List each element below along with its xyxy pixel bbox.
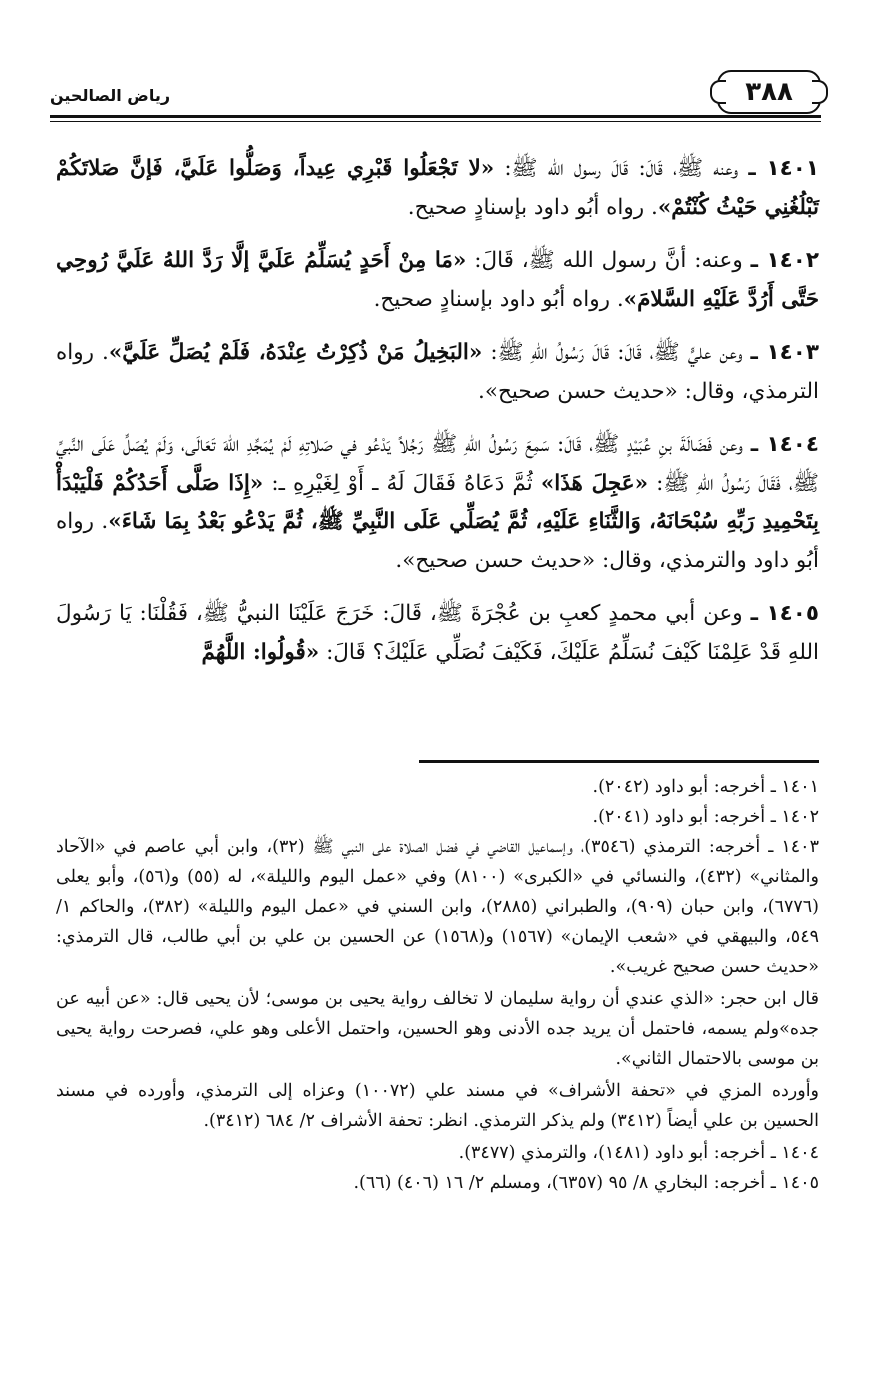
hadith-quote: «البَخِيلُ مَنْ ذُكِرْتُ عِنْدَهُ، فَلَمْ يُصَلِّ عَلَيَّ» [108,340,483,365]
hadith-intro: وعن فَضَالَةَ بنِ عُبَيْدٍ ﷺ، قَالَ: سَمِعَ رَسُولُ اللهِ ﷺ رَجُلاً يَدْعُو في صَلاتِهِ لَمْ يُمَجِّدِ اللهَ تَعَالَى، وَلَمْ يُصَلِّ عَلَى النَّبيِّ ﷺ، فَقَالَ رَسُولُ اللهِ ﷺ: [56,432,819,496]
book-title: رياض الصالحين [50,86,171,105]
footnote-1405: ١٤٠٥ ـ أخرجه: البخاري ٨/ ٩٥ (٦٣٥٧)، ومسلم ٢/ ١٦ (٤٠٦) (٦٦). [353,1173,819,1193]
footnote-1403: ١٤٠٣ ـ أخرجه: الترمذي (٣٥٤٦)، وإسماعيل القاضي في فضل الصلاة على النبي ﷺ (٣٢)، وابن أبي عاصم في «الآحاد والمثاني» (٤٣٢)، والنسائي في «الكبرى» (٨١٠٠) وفي «عمل اليوم والليلة»، له (٥٥) و(٥٦)، وأبو يعلى (٦٧٧٦)، وابن حبان (٩٠٩)، والطبراني (٢٨٨٥)، وابن السني في «عمل اليوم والليلة» (٣٨٢)، والحاكم ١/ ٥٤٩، والبيهقي في «شعب الإيمان» (١٥٦٧) و(١٥٦٨) عن الحسين بن علي بن أبي طالب، قال الترمذي: «حديث حسن صحيح غريب». [56,837,819,977]
hadith-intro: وعنه: أنَّ رسول الله ﷺ، قَالَ: [474,248,743,273]
hadith-intro: وعن عليٍّ ﷺ، قَالَ: قَالَ رَسُولُ اللهِ ﷺ: [490,340,743,365]
page-number: ٣٨٨ [717,70,821,114]
hadith-1403 [56,334,819,411]
hadith-number: ١٤٠٣ ـ [750,340,820,365]
footnote-1402: ١٤٠٢ ـ أخرجه: أبو داود (٢٠٤١). [592,807,819,827]
main-text [56,150,819,687]
hadith-quote: «مَا مِنْ أَحَدٍ يُسَلِّمُ عَلَيَّ إلَّا رَدَّ اللهُ عَلَيَّ رُوحِي حَتَّى أَرُدَّ عَلَيْهِ السَّلامَ» [56,248,819,312]
hadith-source: . رواه الترمذي، وقال: «حديث حسن صحيح». [56,340,819,404]
hadith-number: ١٤٠٢ ـ [750,248,819,273]
footnotes [56,772,819,1198]
footnote-1403-ibn-hajar: قال ابن حجر: «الذي عندي أن رواية سليمان لا تخالف رواية يحيى بن موسى؛ لأن يحيى قال: «عن أبيه عن جده»ولم يسمه، فاحتمل أن يريد جده الأدنى وهو الحسين، واحتمل الأعلى وهو علي، فصرحت رواية يحيى بن موسى بالاحتمال الثاني». [56,989,819,1069]
hadith-source: . رواه أبُو داود والترمذي، وقال: «حديث حسن صحيح». [56,509,819,573]
header-rule [50,115,821,118]
footnote-1404: ١٤٠٤ ـ أخرجه: أبو داود (١٤٨١)، والترمذي (٣٤٧٧). [458,1143,819,1163]
footnote-1401: ١٤٠١ ـ أخرجه: أبو داود (٢٠٤٢). [592,777,819,797]
hadith-quote-2: «إِذَا صَلَّى أَحَدُكُمْ فَلْيَبْدَأْ بِتَحْمِيدِ رَبِّهِ سُبْحَانَهُ، وَالثَّنَاءِ عَلَيْهِ، ثُمَّ يُصَلِّي عَلَى النَّبِيِّ ﷺ، ثُمَّ يَدْعُو بَعْدُ بِمَا شَاءَ» [56,470,819,534]
hadith-1402 [56,242,819,319]
hadith-source: . رواه أبُو داود بإسنادٍ صحيح. [407,194,658,220]
hadith-narration: ثُمَّ دَعَاهُ فَقَالَ لَهُ ـ أَوْ لِغَيْرِهِ ـ: [263,470,541,496]
footnote-separator [419,760,819,763]
hadith-1405 [56,595,819,672]
hadith-1404 [56,426,819,580]
hadith-source: . رواه أبُو داود بإسنادٍ صحيح. [373,286,624,312]
hadith-number: ١٤٠٤ ـ [750,432,819,457]
hadith-intro: وعنه ﷺ، قَالَ: قَالَ رسول الله ﷺ: [504,156,739,181]
hadith-quote: «قُولُوا: اللَّهُمَّ [201,639,320,665]
footnote-1403-mizzi: وأورده المزي في «تحفة الأشراف» في مسند علي (١٠٠٧٢) وعزاه إلى الترمذي، وأورده في مسند الحسين بن علي أيضاً (٣٤١٢) ولم يذكر الترمذي. انظر: تحفة الأشراف ٢/ ٦٨٤ (٣٤١٢). [56,1081,820,1131]
header-rule-thin [50,121,821,122]
hadith-intro: وعن أبي محمدٍ كعبِ بن عُجْرَةَ ﷺ، قَالَ: خَرَجَ عَلَيْنَا النبيُّ ﷺ، فَقُلْنَا: يَا رَسُولَ اللهِ قَدْ عَلِمْنَا كَيْفَ نُسَلِّمُ عَلَيْكَ، فَكَيْفَ نُصَلِّي عَلَيْكَ؟ قَالَ: [56,601,819,665]
hadith-quote: «لا تَجْعَلُوا قَبْرِي عِيداً، وَصَلُّوا عَلَيَّ، فَإنَّ صَلاتَكُمْ تَبْلُغُنِي حَيْثُ كُنْتُمْ» [56,156,819,220]
hadith-quote: «عَجِلَ هَذَا» [540,470,649,496]
hadith-number: ١٤٠٥ ـ [750,601,819,626]
hadith-number: ١٤٠١ ـ [748,156,819,181]
hadith-1401 [56,150,819,227]
page-header [50,58,821,124]
